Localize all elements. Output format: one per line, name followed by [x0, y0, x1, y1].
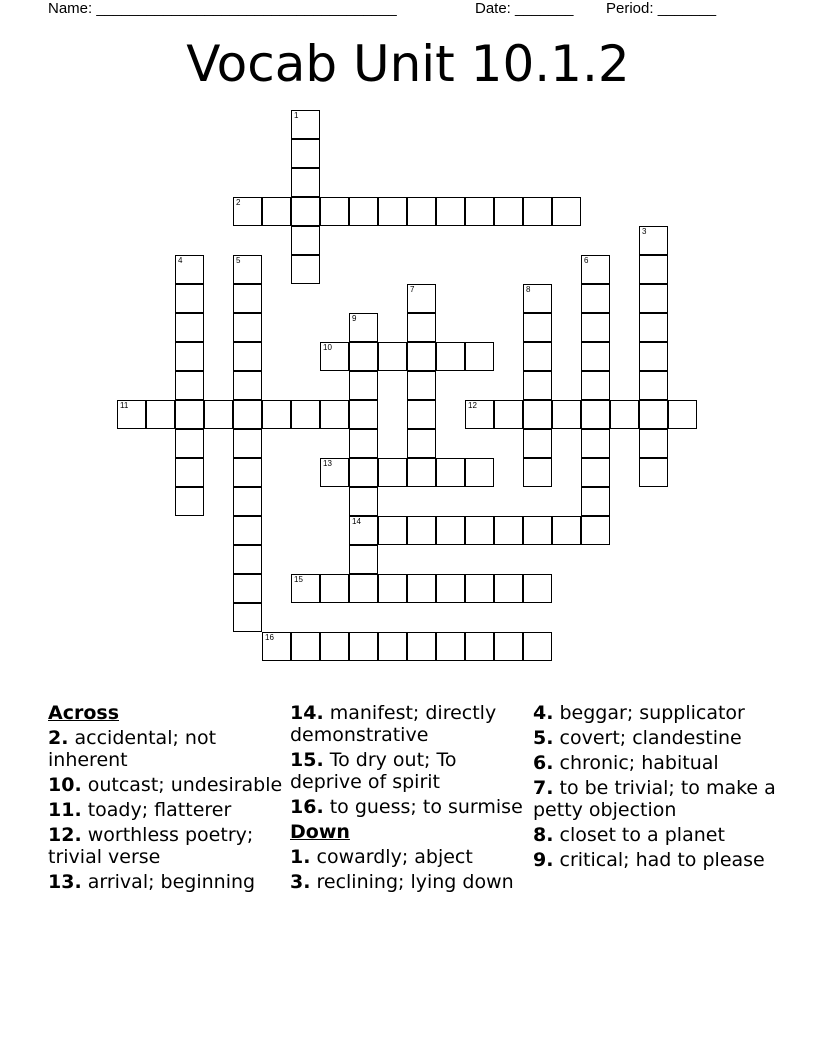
clue-text: cowardly; abject [316, 846, 473, 868]
crossword-cell[interactable] [407, 284, 436, 313]
crossword-cell[interactable] [581, 371, 610, 400]
crossword-cell[interactable] [639, 284, 668, 313]
clue-number: 12. [48, 824, 82, 846]
clue-text: manifest; directly demonstrative [290, 702, 497, 746]
down-clue [290, 871, 526, 893]
crossword-cell[interactable] [233, 516, 262, 545]
crossword-cell[interactable] [436, 574, 465, 603]
crossword-cell[interactable] [494, 197, 523, 226]
clue-text: beggar; supplicator [559, 702, 745, 724]
cell-number: 5 [236, 256, 241, 265]
crossword-cell[interactable] [233, 284, 262, 313]
across-clue [290, 702, 526, 746]
crossword-cell[interactable] [175, 284, 204, 313]
clue-number: 3. [290, 871, 311, 893]
crossword-cell[interactable] [523, 574, 552, 603]
crossword-cell[interactable] [233, 400, 262, 429]
clue-text: reclining; lying down [316, 871, 514, 893]
cell-number: 6 [584, 256, 589, 265]
crossword-cell[interactable] [349, 458, 378, 487]
crossword-cell[interactable] [378, 458, 407, 487]
cell-number: 15 [294, 575, 303, 584]
crossword-cell[interactable] [465, 458, 494, 487]
crossword-cell[interactable] [291, 226, 320, 255]
crossword-cell[interactable] [320, 632, 349, 661]
crossword-cell[interactable] [407, 197, 436, 226]
crossword-cell[interactable] [639, 342, 668, 371]
crossword-cell[interactable] [262, 632, 291, 661]
crossword-cell[interactable] [349, 632, 378, 661]
across-heading: Across [48, 702, 120, 724]
crossword-cell[interactable] [117, 400, 146, 429]
crossword-cell[interactable] [320, 197, 349, 226]
crossword-cell[interactable] [523, 429, 552, 458]
crossword-cell[interactable] [639, 371, 668, 400]
clue-text: toady; flatterer [87, 799, 232, 821]
crossword-cell[interactable] [175, 429, 204, 458]
down-clue [290, 846, 526, 868]
crossword-cell[interactable] [465, 632, 494, 661]
crossword-cell[interactable] [146, 400, 175, 429]
clue-number: 16. [290, 796, 324, 818]
crossword-cell[interactable] [581, 313, 610, 342]
clue-text: To dry out; To deprive of spirit [290, 749, 457, 793]
crossword-cell[interactable] [407, 429, 436, 458]
crossword-cell[interactable] [378, 516, 407, 545]
clue-number: 10. [48, 774, 82, 796]
crossword-cell[interactable] [523, 342, 552, 371]
cell-number: 9 [352, 314, 357, 323]
crossword-cell[interactable] [668, 400, 697, 429]
crossword-cell[interactable] [465, 574, 494, 603]
crossword-cell[interactable] [552, 516, 581, 545]
crossword-cell[interactable] [436, 197, 465, 226]
crossword-cell[interactable] [523, 458, 552, 487]
clue-column-1 [48, 702, 283, 896]
crossword-cell[interactable] [233, 545, 262, 574]
down-clue [533, 702, 783, 724]
clue-number: 4. [533, 702, 554, 724]
cell-number: 12 [468, 401, 477, 410]
crossword-cell[interactable] [552, 400, 581, 429]
crossword-cell[interactable] [233, 429, 262, 458]
crossword-cell[interactable] [349, 342, 378, 371]
crossword-cell[interactable] [204, 400, 233, 429]
crossword-cell[interactable] [465, 342, 494, 371]
crossword-cell[interactable] [639, 400, 668, 429]
cell-number: 2 [236, 198, 241, 207]
crossword-cell[interactable] [523, 284, 552, 313]
crossword-cell[interactable] [378, 197, 407, 226]
crossword-cell[interactable] [407, 516, 436, 545]
crossword-cell[interactable] [349, 429, 378, 458]
crossword-cell[interactable] [233, 197, 262, 226]
crossword-cell[interactable] [291, 400, 320, 429]
crossword-cell[interactable] [262, 197, 291, 226]
crossword-cell[interactable] [233, 574, 262, 603]
crossword-cell[interactable] [552, 197, 581, 226]
across-clue [48, 799, 283, 821]
crossword-cell[interactable] [175, 487, 204, 516]
clue-number: 7. [533, 777, 554, 799]
crossword-cell[interactable] [581, 487, 610, 516]
crossword-cell[interactable] [494, 574, 523, 603]
cell-number: 8 [526, 285, 531, 294]
down-heading: Down [290, 821, 350, 843]
crossword-cell[interactable] [175, 255, 204, 284]
crossword-cell[interactable] [262, 400, 291, 429]
down-clue [533, 777, 783, 821]
cell-number: 11 [120, 401, 129, 410]
across-clue [290, 796, 526, 818]
crossword-cell[interactable] [581, 458, 610, 487]
down-clue [533, 824, 783, 846]
clue-number: 14. [290, 702, 324, 724]
crossword-cell[interactable] [349, 487, 378, 516]
crossword-cell[interactable] [523, 632, 552, 661]
crossword-cell[interactable] [581, 284, 610, 313]
crossword-cell[interactable] [639, 458, 668, 487]
crossword-cell[interactable] [233, 487, 262, 516]
crossword-cell[interactable] [320, 400, 349, 429]
crossword-cell[interactable] [349, 313, 378, 342]
crossword-cell[interactable] [233, 342, 262, 371]
clue-number: 9. [533, 849, 554, 871]
cell-number: 14 [352, 517, 361, 526]
clue-number: 1. [290, 846, 311, 868]
crossword-cell[interactable] [320, 574, 349, 603]
crossword-cell[interactable] [349, 371, 378, 400]
crossword-cell[interactable] [581, 255, 610, 284]
crossword-cell[interactable] [291, 139, 320, 168]
crossword-cell[interactable] [436, 458, 465, 487]
crossword-cell[interactable] [349, 400, 378, 429]
crossword-cell[interactable] [291, 168, 320, 197]
cell-number: 7 [410, 285, 415, 294]
crossword-cell[interactable] [233, 313, 262, 342]
crossword-cell[interactable] [291, 110, 320, 139]
clue-text: critical; had to please [559, 849, 765, 871]
crossword-cell[interactable] [233, 458, 262, 487]
across-clue [290, 749, 526, 793]
crossword-cell[interactable] [320, 342, 349, 371]
crossword-cell[interactable] [436, 516, 465, 545]
cell-number: 4 [178, 256, 183, 265]
crossword-cell[interactable] [407, 400, 436, 429]
cell-number: 10 [323, 343, 332, 352]
crossword-cell[interactable] [407, 313, 436, 342]
crossword-cell[interactable] [523, 516, 552, 545]
crossword-cell[interactable] [407, 371, 436, 400]
crossword-cell[interactable] [233, 603, 262, 632]
clue-number: 11. [48, 799, 82, 821]
crossword-cell[interactable] [581, 516, 610, 545]
clue-text: accidental; not inherent [48, 727, 217, 771]
crossword-cell[interactable] [581, 429, 610, 458]
crossword-cell[interactable] [494, 632, 523, 661]
crossword-cell[interactable] [639, 429, 668, 458]
name-field-label[interactable]: Name: ____________________________________ [48, 0, 397, 17]
clue-text: outcast; undesirable [87, 774, 283, 796]
clue-number: 8. [533, 824, 554, 846]
clue-text: to guess; to surmise [329, 796, 523, 818]
crossword-cell[interactable] [494, 400, 523, 429]
crossword-cell[interactable] [378, 574, 407, 603]
crossword-cell[interactable] [291, 197, 320, 226]
down-clue [533, 752, 783, 774]
page-title: Vocab Unit 10.1.2 [186, 35, 630, 93]
clue-text: closet to a planet [559, 824, 725, 846]
crossword-cell[interactable] [378, 632, 407, 661]
crossword-cell[interactable] [523, 400, 552, 429]
crossword-cell[interactable] [175, 371, 204, 400]
crossword-cell[interactable] [233, 255, 262, 284]
crossword-cell[interactable] [581, 400, 610, 429]
crossword-cell[interactable] [494, 516, 523, 545]
crossword-cell[interactable] [465, 516, 494, 545]
crossword-cell[interactable] [523, 371, 552, 400]
crossword-cell[interactable] [407, 458, 436, 487]
clue-number: 5. [533, 727, 554, 749]
across-clue [48, 727, 283, 771]
crossword-cell[interactable] [465, 197, 494, 226]
down-clue [533, 727, 783, 749]
crossword-cell[interactable] [436, 342, 465, 371]
crossword-cell[interactable] [175, 458, 204, 487]
clue-column-2 [290, 702, 526, 896]
crossword-cell[interactable] [349, 574, 378, 603]
clue-text: covert; clandestine [559, 727, 742, 749]
crossword-cell[interactable] [610, 400, 639, 429]
crossword-cell[interactable] [639, 313, 668, 342]
cell-number: 16 [265, 633, 274, 642]
across-clue [48, 871, 283, 893]
crossword-cell[interactable] [407, 574, 436, 603]
crossword-cell[interactable] [378, 342, 407, 371]
clue-number: 6. [533, 752, 554, 774]
clue-text: chronic; habitual [559, 752, 719, 774]
crossword-cell[interactable] [320, 458, 349, 487]
crossword-cell[interactable] [349, 197, 378, 226]
crossword-cell[interactable] [581, 342, 610, 371]
across-clue [48, 774, 283, 796]
clue-text: to be trivial; to make a petty objection [533, 777, 776, 821]
crossword-cell[interactable] [639, 226, 668, 255]
clue-text: arrival; beginning [87, 871, 256, 893]
date-field-label[interactable]: Date: _______ [475, 0, 574, 17]
cell-number: 3 [642, 227, 647, 236]
period-field-label[interactable]: Period: _______ [606, 0, 717, 17]
crossword-cell[interactable] [465, 400, 494, 429]
clue-number: 2. [48, 727, 69, 749]
cell-number: 13 [323, 459, 332, 468]
crossword-cell[interactable] [407, 632, 436, 661]
crossword-cell[interactable] [175, 342, 204, 371]
clue-column-3 [533, 702, 783, 874]
crossword-cell[interactable] [175, 313, 204, 342]
crossword-cell[interactable] [523, 197, 552, 226]
crossword-cell[interactable] [233, 371, 262, 400]
crossword-cell[interactable] [291, 574, 320, 603]
crossword-cell[interactable] [407, 342, 436, 371]
cell-number: 1 [294, 111, 299, 120]
crossword-cell[interactable] [523, 313, 552, 342]
crossword-cell[interactable] [175, 400, 204, 429]
clue-number: 13. [48, 871, 82, 893]
crossword-cell[interactable] [349, 516, 378, 545]
crossword-cell[interactable] [436, 632, 465, 661]
clue-number: 15. [290, 749, 324, 771]
crossword-cell[interactable] [349, 545, 378, 574]
crossword-cell[interactable] [291, 255, 320, 284]
crossword-cell[interactable] [291, 632, 320, 661]
crossword-cell[interactable] [639, 255, 668, 284]
across-clue [48, 824, 283, 868]
down-clue [533, 849, 783, 871]
clue-text: worthless poetry; trivial verse [48, 824, 254, 868]
